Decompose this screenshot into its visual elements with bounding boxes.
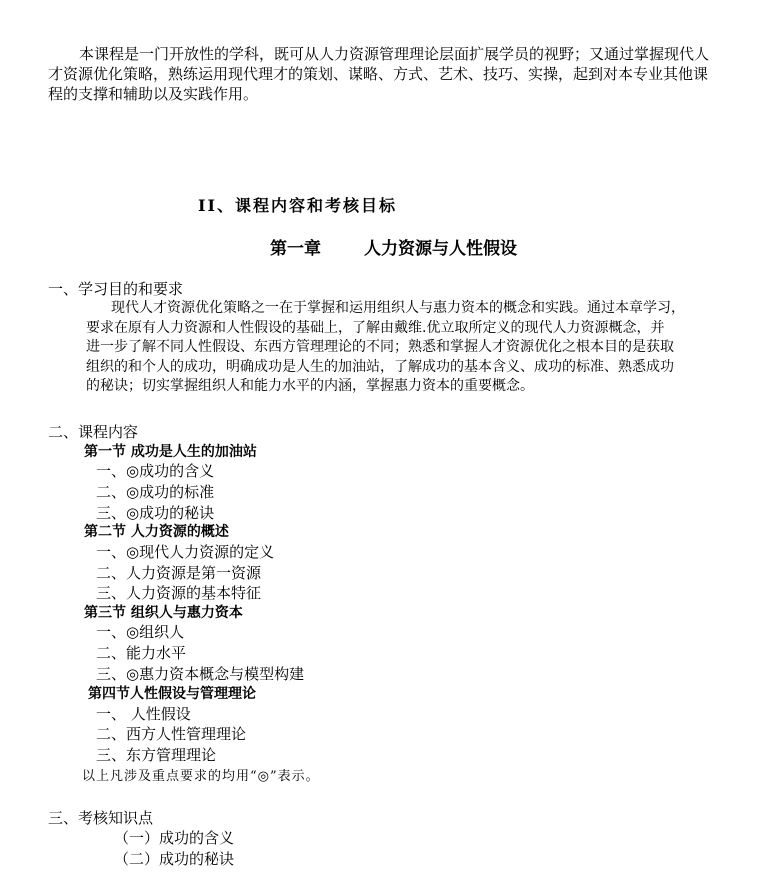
section-4-item: 一、 人性假设 [96,705,191,723]
knowledge-point: （一）成功的含义 [114,829,235,847]
part3-heading: 三、考核知识点 [48,809,154,827]
part1-line: 组织的和个人的成功，明确成功是人生的加油站，了解成功的基本含义、成功的标准、熟悉成功 [86,358,674,375]
intro-line: 才资源优化策略，熟练运用现代理才的策划、谋略、方式、艺术、技巧、实操，起到对本专业其他课 [48,65,709,83]
part1-line: 要求在原有人力资源和人性假设的基础上，了解由戴维.优立取所定义的现代人力资源概念，并 [86,319,665,336]
emphasis-note: 以上凡涉及重点要求的均用“◎”表示。 [82,769,320,784]
section-4-item: 三、东方管理理论 [96,746,217,764]
chapter-number: 第一章 [270,239,321,259]
section-1-item: 三、◎成功的秘诀 [96,504,215,522]
section-4-title: 第四节人性假设与管理理论 [88,686,256,702]
section-1-item: 一、◎成功的含义 [96,462,215,480]
section-1-item: 二、◎成功的标准 [96,483,215,501]
part1-line: 现代人才资源优化策略之一在于掌握和运用组织人与惠力资本的概念和实践。通过本章学习， [111,300,685,316]
part1-heading: 一、学习目的和要求 [48,280,184,298]
intro-line: 本课程是一门开放性的学科，既可从人力资源管理理论层面扩展学员的视野；又通过掌握现代人 [79,45,710,63]
part1-line: 的秘诀；切实掌握组织人和能力水平的内涵，掌握惠力资本的重要概念。 [86,378,534,394]
section-3-item: 一、◎组织人 [96,623,185,641]
section-2-item: 一、◎现代人力资源的定义 [96,543,275,561]
section-3-title: 第三节 组织人与惠力资本 [84,605,243,621]
section-3-item: 二、能力水平 [96,644,187,662]
part2-heading: 二、课程内容 [48,423,139,441]
section-4-item: 二、西方人性管理理论 [96,725,247,743]
section-title: II、课程内容和考核目标 [198,196,397,215]
section-2-item: 三、人力资源的基本特征 [96,584,262,602]
part1-line: 进一步了解不同人性假设、东西方管理理论的不同；熟悉和掌握人才资源优化之根本目的是获取 [86,339,674,355]
section-2-title: 第二节 人力资源的概述 [84,524,229,540]
section-3-item: 三、◎惠力资本概念与模型构建 [96,665,305,683]
chapter-title: 人力资源与人性假设 [364,239,517,259]
part1-paragraph [86,299,750,397]
intro-line: 程的支撑和辅助以及实践作用。 [48,85,259,103]
intro-paragraph [48,44,754,104]
knowledge-point: （二）成功的秘诀 [114,850,235,868]
section-1-title: 第一节 成功是人生的加油站 [84,444,257,460]
section-2-item: 二、人力资源是第一资源 [96,564,262,582]
